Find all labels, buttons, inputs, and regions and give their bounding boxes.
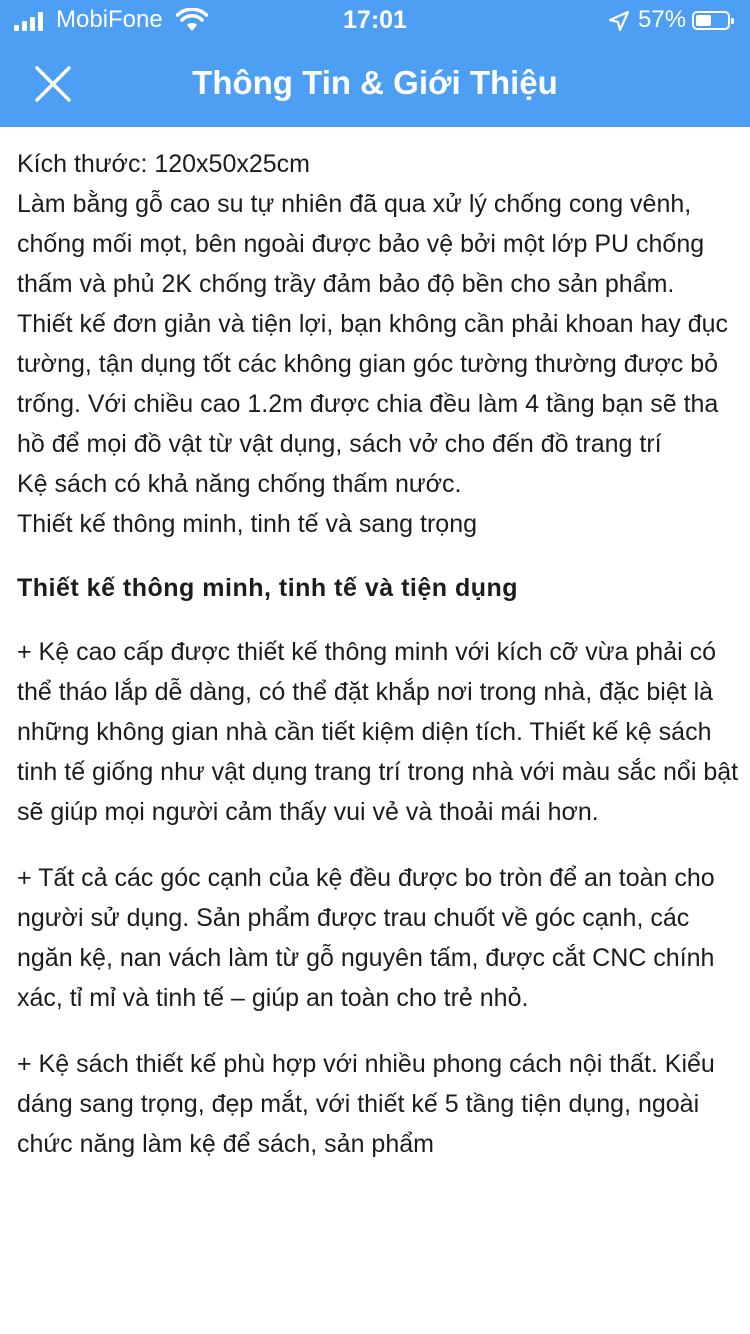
carrier-name: MobiFone <box>56 6 163 33</box>
battery-percent: 57% <box>638 6 687 33</box>
info-content <box>17 144 742 1190</box>
description-paragraph: + Kệ sách thiết kế phù hợp với nhiều phong cách nội thất. Kiểu dáng sang trọng, đẹp mắt, với thiết kế 5 tầng tiện dụng, ngoài chức năng làm kệ để sách, sản phẩm <box>17 1050 715 1158</box>
intro-line: Kích thước: 120x50x25cm <box>17 150 310 178</box>
intro-block <box>17 144 742 544</box>
status-time: 17:01 <box>343 6 407 34</box>
intro-line: Thiết kế thông minh, tinh tế và sang trọng <box>17 510 477 538</box>
section-heading: Thiết kế thông minh, tinh tế và tiện dụng <box>17 574 519 602</box>
description-paragraph: + Kệ cao cấp được thiết kế thông minh với kích cỡ vừa phải có thể tháo lắp dễ dàng, có thể đặt khắp nơi trong nhà, đặc biệt là những không gian nhà cần tiết kiệm diện tích. Thiết kế kệ sách tinh tế giống như vật dụng trang trí trong nhà với màu sắc nổi bật sẽ giúp mọi người cảm thấy vui vẻ và thoải mái hơn. <box>17 638 739 826</box>
page-title: Thông Tin & Giới Thiệu <box>192 64 558 101</box>
intro-line: Thiết kế đơn giản và tiện lợi, bạn không cần phải khoan hay đục tường, tận dụng tốt các không gian góc tường thường được bỏ trống. Với chiều cao 1.2m được chia đều làm 4 tầng bạn sẽ tha hồ để mọi đồ vật từ vật dụng, sách vở cho đến đồ trang trí <box>17 310 729 458</box>
description-paragraph: + Tất cả các góc cạnh của kệ đều được bo tròn để an toàn cho người sử dụng. Sản phẩm được trau chuốt về góc cạnh, các ngăn kệ, nan vách làm từ gỗ nguyên tấm, được cắt CNC chính xác, tỉ mỉ và tinh tế – giúp an toàn cho trẻ nhỏ. <box>17 864 715 1012</box>
navigation-header <box>0 0 750 127</box>
location-arrow-icon <box>608 10 630 32</box>
intro-line: Làm bằng gỗ cao su tự nhiên đã qua xử lý chống cong vênh, chống mối mọt, bên ngoài được bảo vệ bởi một lớp PU chống thấm và phủ 2K chống trầy đảm bảo độ bền cho sản phẩm. <box>17 190 705 298</box>
intro-line: Kệ sách có khả năng chống thấm nước. <box>17 470 462 498</box>
battery-icon <box>692 11 730 30</box>
status-bar <box>0 0 750 42</box>
